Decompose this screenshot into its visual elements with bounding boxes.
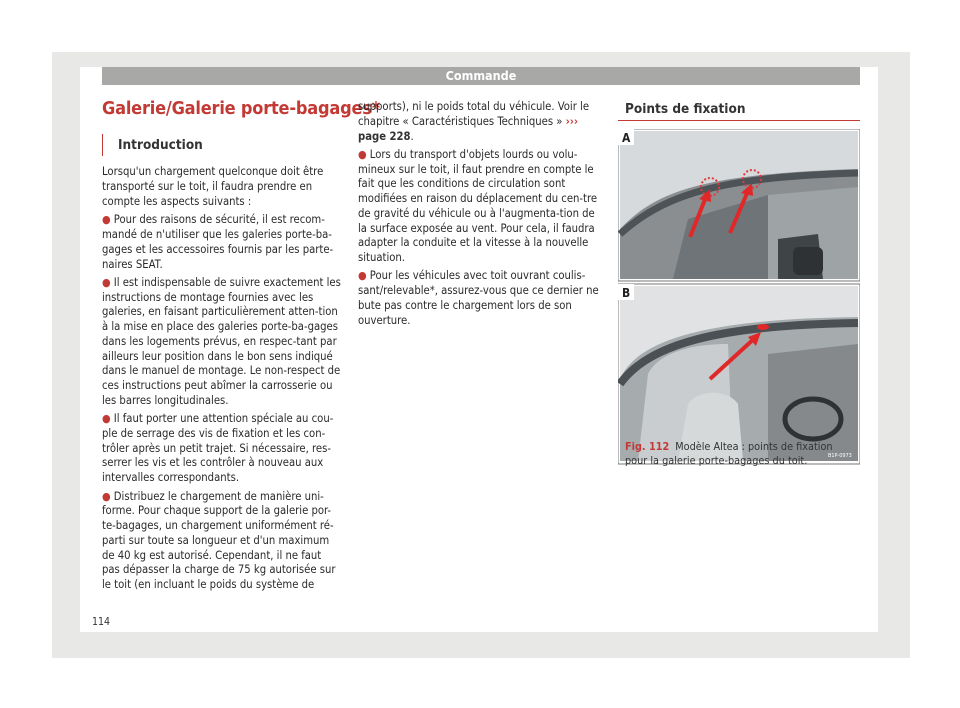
list-item	[102, 213, 342, 272]
list-item	[358, 148, 600, 266]
list-item	[102, 276, 342, 409]
list-item-text: Il est indispensable de suivre exactement les instructions de montage fournies avec les galeries, en faisant particulièrement atten-tion à la mise en place des galeries porte-ba-gages dans les logements prévus, en respec-tant par ailleurs leur position dans le bon sens indiqué dans le manuel de montage. Le non-respect de ces instructions peut abîmer la carrosserie ou les barres longitudinales.	[102, 275, 341, 407]
section-title	[618, 100, 860, 121]
page-number: 114	[92, 616, 111, 628]
continuation-paragraph: supports), ni le poids total du véhicule. Voir le chapitre « Caractéristiques Techniques » ››› page 228.	[358, 100, 590, 143]
bullet-icon: ●	[358, 269, 370, 283]
figure-caption-text: Modèle Altea : points de fixation pour la galerie porte-bagages du toit.	[625, 440, 833, 467]
page-title: Galerie/Galerie porte-bagages*	[102, 98, 380, 119]
list-item	[358, 269, 600, 328]
panel-a	[618, 129, 860, 281]
text-column-2	[358, 100, 600, 332]
bullet-icon: ●	[102, 489, 114, 503]
panel-a-label: A	[622, 131, 631, 145]
subtitle	[102, 134, 358, 156]
list-item-text: Pour les véhicules avec toit ouvrant coulis-sant/relevable*, assurez-vous que ce dernier ne bute pas contre le chargement lors de son ouverture.	[358, 269, 599, 327]
page-reference-link[interactable]: page 228	[358, 129, 411, 143]
text-column-1	[102, 165, 342, 596]
figure-caption	[625, 440, 857, 467]
list-item-text: Distribuez le chargement de manière uni-forme. Pour chaque support de la galerie por-te-bagages, un chargement uniformément ré-parti sur toute sa longueur et d'un maximum de 40 kg est autorisé. Cependant, il ne faut pas dépasser la charge de 75 kg autorisée sur le toit (en incluant le poids du système de	[102, 489, 336, 592]
figure-illustration	[618, 129, 860, 471]
reference-arrow-icon: ›››	[565, 114, 579, 128]
list-item-text: Pour des raisons de sécurité, il est recom-mandé de n'utiliser que les galeries porte-ba-gages et les accessoires fournis par les parte-naires SEAT.	[102, 213, 334, 271]
figure-code: B1P-0973	[828, 453, 852, 459]
intro-paragraph: Lorsqu'un chargement quelconque doit être transporté sur le toit, il faudra prendre en compte les aspects suivants :	[102, 165, 324, 208]
bullet-icon: ●	[358, 147, 370, 161]
list-item	[102, 490, 342, 593]
list-item-text: Il faut porter une attention spéciale au cou-ple de serrage des vis de fixation et les con-trôler après un petit trajet. Si nécessaire, res-serrer les vis et les contrôler à nouveau aux intervalles correspondants.	[102, 412, 334, 485]
bullet-icon: ●	[102, 412, 114, 426]
bullet-icon: ●	[102, 275, 114, 289]
section-title-text: Points de fixation	[625, 101, 746, 117]
panel-b-label: B	[622, 286, 631, 300]
figure-label: Fig. 112	[625, 440, 670, 453]
panel-b	[618, 284, 860, 464]
bullet-icon: ●	[102, 213, 114, 227]
list-item	[102, 412, 342, 486]
list-item-text: Lors du transport d'objets lourds ou volu-mineux sur le toit, il faut prendre en compte le fait que les conditions de circulation sont modifiées en raison du déplacement du cen-tre de gravité du véhicule ou à l'augmenta-tion de la surface exposée au vent. Pour cela, il faudra adapter la conduite et la vitesse à la nouvelle situation.	[358, 147, 598, 265]
section-header: Commande	[102, 67, 860, 85]
subtitle-text: Introduction	[118, 137, 203, 153]
figure-112	[618, 129, 860, 471]
continuation-text: supports), ni le poids total du véhicule. Voir le chapitre « Caractéristiques Techniques »	[358, 100, 590, 128]
